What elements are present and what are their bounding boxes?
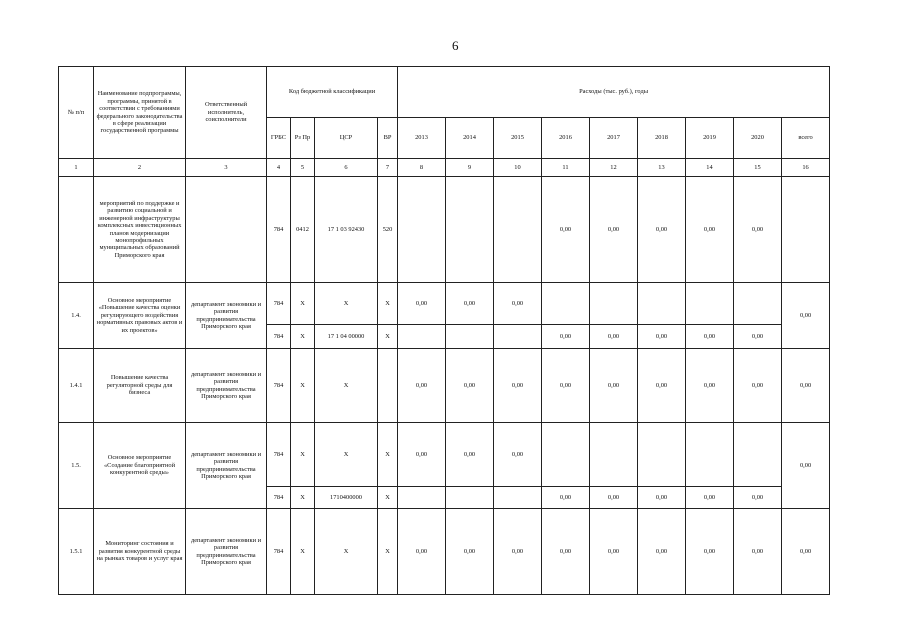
col-number: 15 (734, 159, 782, 177)
cell-rzpr: X (291, 487, 315, 509)
cell-grbs: 784 (267, 325, 291, 349)
row-name: Мониторинг состояния и развития конкурентной среды на рынках товаров и услуг края (94, 509, 186, 595)
cell-csr: 1710400000 (315, 487, 378, 509)
cell-2019: 0,00 (686, 325, 734, 349)
cell-rzpr: X (291, 509, 315, 595)
table-row (59, 423, 830, 487)
cell-2016: 0,00 (542, 325, 590, 349)
row-number: 1.5.1 (59, 509, 94, 595)
row-responsible: департамент экономики и развития предпринимательства Приморского края (186, 283, 267, 349)
header-year: 2014 (446, 118, 494, 159)
cell-2017: 0,00 (590, 349, 638, 423)
cell-2013: 0,00 (398, 423, 446, 487)
cell-2015: 0,00 (494, 349, 542, 423)
row-responsible: департамент экономики и развития предпринимательства Приморского края (186, 423, 267, 509)
cell-2016: 0,00 (542, 487, 590, 509)
cell-2016: 0,00 (542, 509, 590, 595)
header-num: № п/п (59, 67, 94, 159)
col-number: 5 (291, 159, 315, 177)
cell-2013: 0,00 (398, 349, 446, 423)
row-name: Основное мероприятие «Создание благоприятной конкурентной среды» (94, 423, 186, 509)
cell-2015: 0,00 (494, 509, 542, 595)
header-budget-code: Код бюджетной классификации (267, 67, 398, 118)
cell-vr: X (378, 283, 398, 325)
cell-2018: 0,00 (638, 349, 686, 423)
cell-csr: X (315, 349, 378, 423)
cell-2020: 0,00 (734, 177, 782, 283)
header-expenses: Расходы (тыс. руб.), годы (398, 67, 830, 118)
header-year: 2019 (686, 118, 734, 159)
col-number: 4 (267, 159, 291, 177)
row-number: 1.5. (59, 423, 94, 509)
header-responsible: Ответственный исполнитель, соисполнители (186, 67, 267, 159)
col-number: 16 (782, 159, 830, 177)
col-number: 7 (378, 159, 398, 177)
cell-2014: 0,00 (446, 509, 494, 595)
col-number: 9 (446, 159, 494, 177)
table-row (59, 349, 830, 423)
cell-csr: X (315, 423, 378, 487)
header-year: 2016 (542, 118, 590, 159)
header-grbs: ГРБС (267, 118, 291, 159)
cell-vr: X (378, 509, 398, 595)
cell-2017: 0,00 (590, 487, 638, 509)
cell-2018: 0,00 (638, 177, 686, 283)
col-number: 6 (315, 159, 378, 177)
cell-2019: 0,00 (686, 509, 734, 595)
cell-vr: 520 (378, 177, 398, 283)
header-year: 2013 (398, 118, 446, 159)
row-name: мероприятий по поддержке и развитию социальной и инженерной инфраструктуры комплексных инвестиционных планов модернизации монопрофильных муниципальных образований Приморского края (94, 177, 186, 283)
cell-2013: 0,00 (398, 509, 446, 595)
cell-2018: 0,00 (638, 509, 686, 595)
col-number: 1 (59, 159, 94, 177)
table-row (59, 509, 830, 595)
header-year: 2017 (590, 118, 638, 159)
col-number: 14 (686, 159, 734, 177)
cell-total: 0,00 (782, 349, 830, 423)
row-name: Основное мероприятие «Повышение качества оценки регулирующего воздействия нормативных правовых актов и их проектов» (94, 283, 186, 349)
col-number: 10 (494, 159, 542, 177)
cell-total: 0,00 (782, 423, 830, 509)
cell-2015: 0,00 (494, 423, 542, 487)
cell-rzpr: 0412 (291, 177, 315, 283)
cell-2013: 0,00 (398, 283, 446, 325)
cell-2014: 0,00 (446, 283, 494, 325)
col-number: 3 (186, 159, 267, 177)
col-number: 12 (590, 159, 638, 177)
header-year: 2018 (638, 118, 686, 159)
cell-2015: 0,00 (494, 283, 542, 325)
cell-2019: 0,00 (686, 487, 734, 509)
header-year: 2015 (494, 118, 542, 159)
header-name: Наименование подпрограммы, программы, принятой в соответствии с требованиями федерального законодательства в сфере реализации государственной программы (94, 67, 186, 159)
col-number: 2 (94, 159, 186, 177)
cell-2016: 0,00 (542, 177, 590, 283)
cell-2020: 0,00 (734, 509, 782, 595)
cell-vr: X (378, 487, 398, 509)
row-name: Повышение качества регуляторной среды для бизнеса (94, 349, 186, 423)
row-number: 1.4. (59, 283, 94, 349)
cell-grbs: 784 (267, 423, 291, 487)
cell-vr: X (378, 325, 398, 349)
cell-2020: 0,00 (734, 325, 782, 349)
cell-2020: 0,00 (734, 487, 782, 509)
cell-csr: X (315, 283, 378, 325)
cell-grbs: 784 (267, 487, 291, 509)
cell-rzpr: X (291, 349, 315, 423)
page-number: 6 (452, 38, 459, 53)
budget-table (58, 66, 830, 595)
cell-grbs: 784 (267, 177, 291, 283)
row-number: 1.4.1 (59, 349, 94, 423)
cell-total: 0,00 (782, 283, 830, 349)
cell-rzpr: X (291, 423, 315, 487)
cell-grbs: 784 (267, 349, 291, 423)
cell-rzpr: X (291, 325, 315, 349)
header-csr: ЦСР (315, 118, 378, 159)
col-number: 11 (542, 159, 590, 177)
header-year: 2020 (734, 118, 782, 159)
cell-2017: 0,00 (590, 177, 638, 283)
col-number: 8 (398, 159, 446, 177)
cell-2017: 0,00 (590, 325, 638, 349)
cell-grbs: 784 (267, 509, 291, 595)
cell-2017: 0,00 (590, 509, 638, 595)
table-row (59, 283, 830, 325)
cell-2014: 0,00 (446, 349, 494, 423)
header-rzpr: Рз Пр (291, 118, 315, 159)
cell-2019: 0,00 (686, 177, 734, 283)
cell-total: 0,00 (782, 509, 830, 595)
cell-2020: 0,00 (734, 349, 782, 423)
row-responsible: департамент экономики и развития предпринимательства Приморского края (186, 509, 267, 595)
header-total: всего (782, 118, 830, 159)
header-vr: ВР (378, 118, 398, 159)
cell-rzpr: X (291, 283, 315, 325)
row-responsible: департамент экономики и развития предпринимательства Приморского края (186, 349, 267, 423)
cell-csr: 17 1 04 00000 (315, 325, 378, 349)
cell-2016: 0,00 (542, 349, 590, 423)
cell-csr: 17 1 03 92430 (315, 177, 378, 283)
cell-csr: X (315, 509, 378, 595)
cell-2018: 0,00 (638, 487, 686, 509)
cell-2014: 0,00 (446, 423, 494, 487)
cell-grbs: 784 (267, 283, 291, 325)
cell-2019: 0,00 (686, 349, 734, 423)
table-row (59, 177, 830, 283)
cell-2018: 0,00 (638, 325, 686, 349)
col-number: 13 (638, 159, 686, 177)
cell-vr: X (378, 423, 398, 487)
